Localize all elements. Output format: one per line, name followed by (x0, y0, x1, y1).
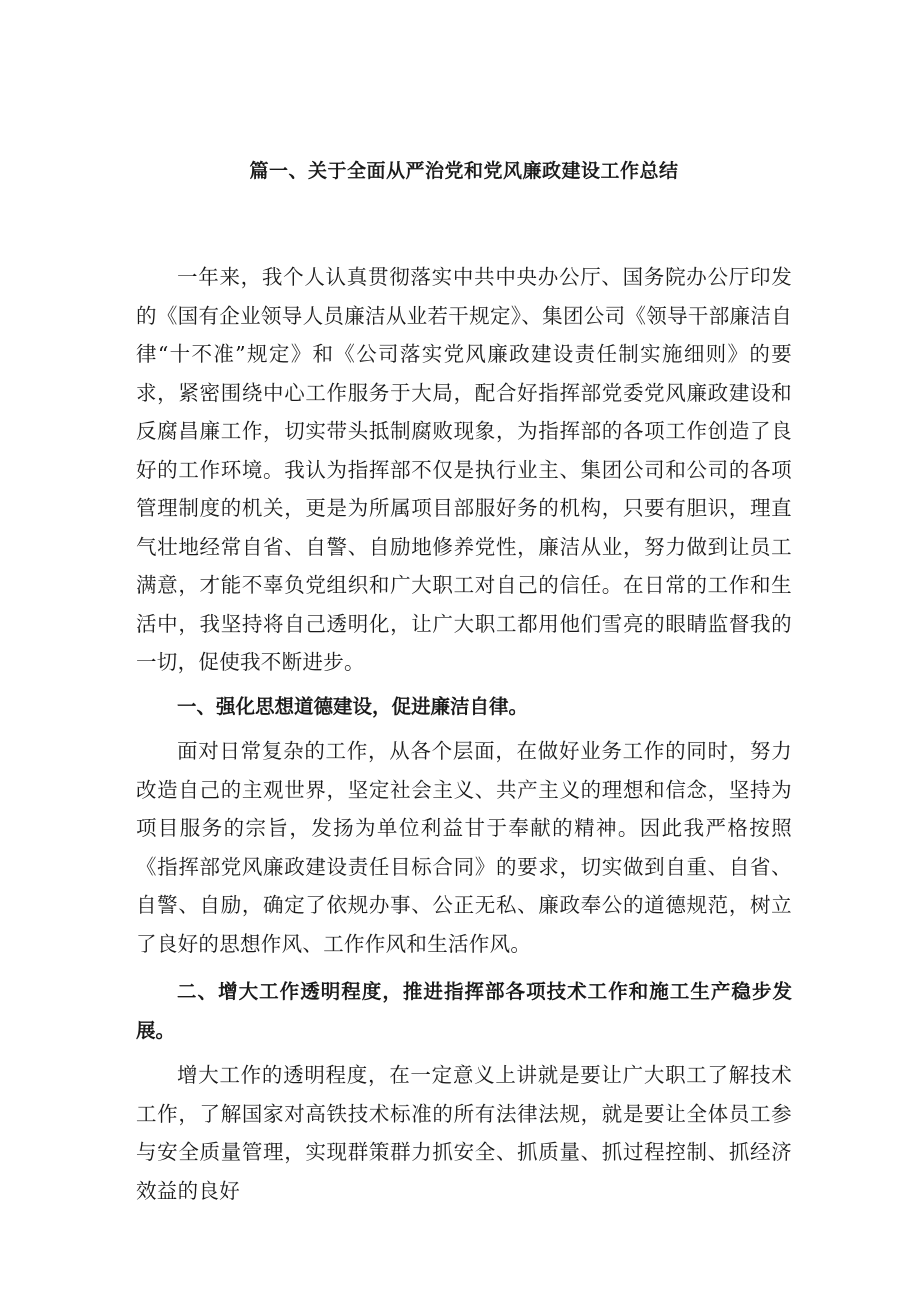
section-1-paragraph: 面对日常复杂的工作，从各个层面，在做好业务工作的同时，努力改造自己的主观世界，坚定社会主义、共产主义的理想和信念，坚持为项目服务的宗旨，发扬为单位利益甘于奉献的精神。因此我严格按照《指挥部党风廉政建设责任目标合同》的要求，切实做到自重、自省、自警、自励，确定了依规办事、公正无私、廉政奉公的道德规范，树立了良好的思想作风、工作作风和生活作风。 (136, 739, 792, 956)
section-1-heading: 一、强化思想道德建设，促进廉洁自律。 (177, 694, 529, 718)
section-2-heading: 二、增大工作透明程度，推进指挥部各项技术工作和施工生产稳步发展。 (136, 980, 792, 1042)
document-body (136, 156, 792, 1210)
section-2-paragraph: 增大工作的透明程度，在一定意义上讲就是要让广大职工了解技术工作，了解国家对高铁技术标准的所有法律法规，就是要让全体员工参与安全质量管理，实现群策群力抓安全、抓质量、抓过程控制、抓经济效益的良好 (136, 1063, 792, 1203)
intro-paragraph: 一年来，我个人认真贯彻落实中共中央办公厅、国务院办公厅印发的《国有企业领导人员廉洁从业若干规定》、集团公司《领导干部廉洁自律“十不准”规定》和《公司落实党风廉政建设责任制实施细则》的要求，紧密围绕中心工作服务于大局，配合好指挥部党委党风廉政建设和反腐昌廉工作，切实带头抵制腐败现象，为指挥部的各项工作创造了良好的工作环境。我认为指挥部不仅是执行业主、集团公司和公司的各项管理制度的机关，更是为所属项目部服好务的机构，只要有胆识，理直气壮地经常自省、自警、自励地修养党性，廉洁从业，努力做到让员工满意，才能不辜负党组织和广大职工对自己的信任。在日常的工作和生活中，我坚持将自己透明化，让广大职工都用他们雪亮的眼睛监督我的一切，促使我不断进步。 (136, 265, 792, 674)
document-title: 篇一、关于全面从严治党和党风廉政建设工作总结 (249, 160, 679, 182)
